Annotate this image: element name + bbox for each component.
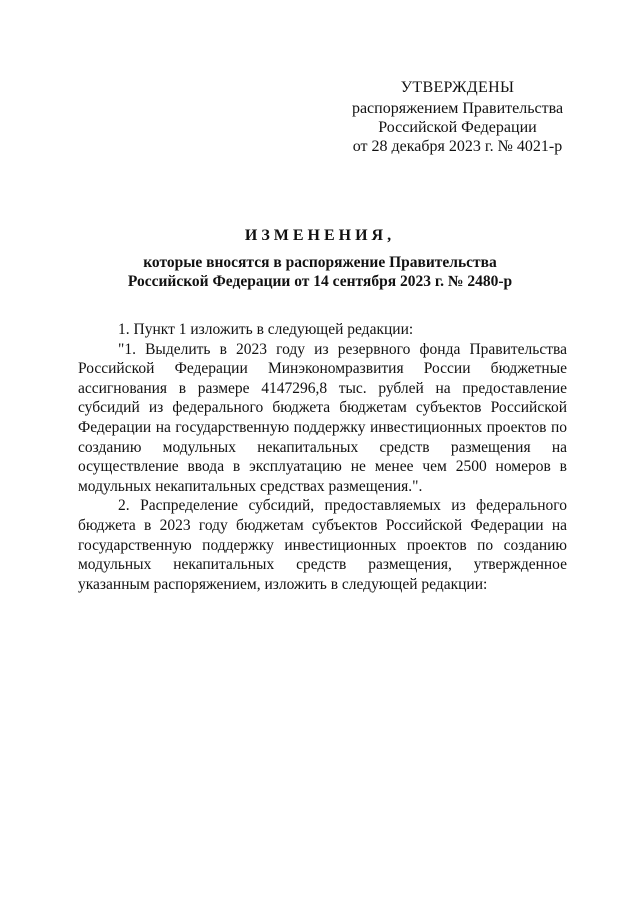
paragraph-3: 2. Распределение субсидий, предоставляемых из федерального бюджета в 2023 году бюджетам субъектов Российской Федерации на государственную поддержку инвестиционных проектов по созданию модульных некапитальных средств размещения, утвержденное указанным распоряжением, изложить в следующей редакции: <box>78 497 567 593</box>
title-subtitle-line-1: которые вносятся в распоряжение Правительства <box>143 254 497 271</box>
document-title <box>70 226 570 291</box>
approval-line-2: Российской Федерации <box>378 119 537 136</box>
approval-heading: УТВЕРЖДЕНЫ <box>400 79 515 96</box>
paragraph-1: 1. Пункт 1 изложить в следующей редакции: <box>118 321 414 338</box>
title-main: ИЗМЕНЕНИЯ, <box>244 227 396 244</box>
paragraph-2: "1. Выделить в 2023 году из резервного фонда Правительства Российской Федерации Минэкономразвития России бюджетные ассигнования в размере 4147296,8 тыс. рублей на предоставление субсидий из федерального бюджета бюджетам субъектов Российской Федерации на государственную поддержку инвестиционных проектов по созданию модульных некапитальных средств размещения на осуществление ввода в эксплуатацию не менее чем 2500 номеров в модульных некапитальных средствах размещения.". <box>78 340 567 495</box>
approval-line-1: распоряжением Правительства <box>351 100 564 117</box>
title-subtitle-line-2: Российской Федерации от 14 сентября 2023 г. № 2480-р <box>127 273 513 290</box>
approval-stamp <box>330 78 585 156</box>
approval-line-3: от 28 декабря 2023 г. № 4021-р <box>352 138 563 155</box>
document-body <box>78 320 567 594</box>
